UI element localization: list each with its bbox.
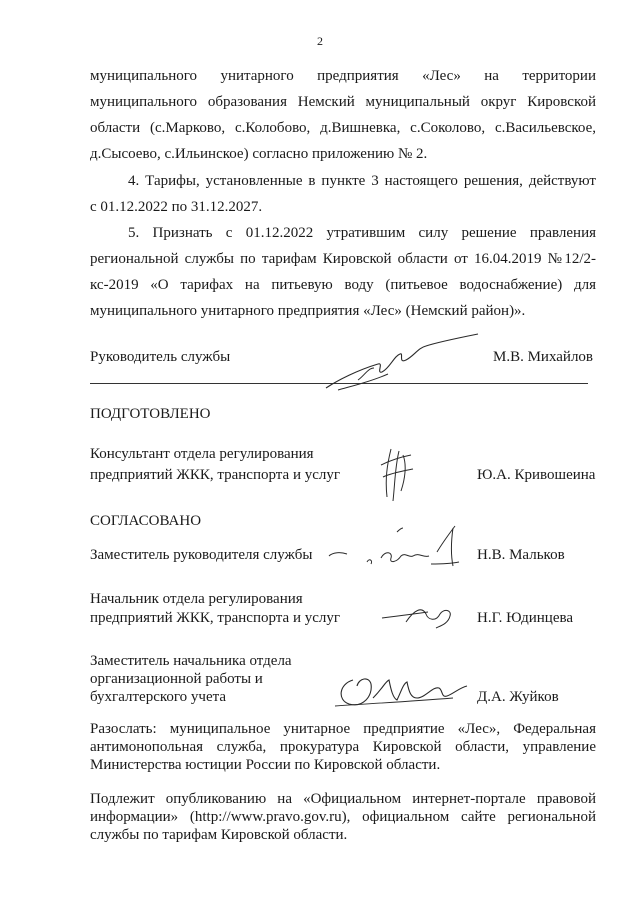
signer-2-name: Н.Г. Юдинцева — [477, 610, 574, 626]
text-line: муниципального образования Немский муниципальный округ Кировской — [90, 94, 596, 110]
text-line: Разослать: муниципальное унитарное предприятие «Лес», Федеральная — [90, 721, 596, 737]
prepared-position-line-1: Консультант отдела регулирования — [90, 446, 314, 462]
text-line: Министерства юстиции России по Кировской области. — [90, 757, 441, 773]
signer-3-position-line-2: организационной работы и — [90, 671, 263, 687]
signer-2-position-line-2: предприятий ЖКК, транспорта и услуг — [90, 610, 341, 626]
head-name: М.В. Михайлов — [493, 349, 594, 365]
agreed-heading: СОГЛАСОВАНО — [90, 513, 202, 529]
text-line: антимонопольная служба, прокуратура Кировской области, управление — [90, 739, 596, 755]
head-position: Руководитель службы — [90, 349, 231, 365]
text-line: Подлежит опубликованию на «Официальном интернет-портале правовой — [90, 791, 596, 807]
continued-paragraph — [90, 63, 596, 167]
text-line: муниципального унитарного предприятия «Лес» на территории — [90, 68, 596, 84]
publication-notice — [90, 790, 596, 844]
page-number: 2 — [317, 34, 323, 48]
head-signature-image — [318, 330, 488, 400]
text-line: 4. Тарифы, установленные в пункте 3 настоящего решения, действуют — [128, 173, 596, 189]
text-line: информации» (http://www.pravo.gov.ru), официальном сайте региональной — [90, 809, 596, 825]
text-line: кс-2019 «О тарифах на питьевую воду (питьевое водоснабжение) для — [90, 277, 596, 293]
signer-3-position-line-3: бухгалтерского учета — [90, 689, 227, 705]
signer-1-name: Н.В. Мальков — [477, 547, 565, 563]
text-line: с 01.12.2022 по 31.12.2027. — [90, 199, 263, 215]
text-line: д.Сысоево, с.Ильинское) согласно приложению № 2. — [90, 146, 428, 162]
signer-2-signature-image — [378, 600, 468, 630]
text-line: области (с.Марково, с.Колобово, д.Вишневка, с.Соколово, с.Васильевское, — [90, 120, 596, 136]
signer-1-position: Заместитель руководителя службы — [90, 547, 313, 563]
paragraph-5 — [90, 220, 596, 324]
signer-2-position-line-1: Начальник отдела регулирования — [90, 591, 303, 607]
signer-3-name: Д.А. Жуйков — [477, 689, 559, 705]
prepared-heading: ПОДГОТОВЛЕНО — [90, 406, 211, 422]
text-line: 5. Признать с 01.12.2022 утратившим силу решение правления — [128, 225, 596, 241]
prepared-name: Ю.А. Кривошеина — [477, 467, 596, 483]
text-line: региональной службы по тарифам Кировской области от 16.04.2019 №12/2- — [90, 251, 596, 267]
signer-1-signature-image — [323, 522, 493, 572]
signer-3-signature-image — [333, 672, 473, 712]
signer-3-position-line-1: Заместитель начальника отдела — [90, 653, 292, 669]
prepared-signature-image — [377, 445, 417, 505]
paragraph-4 — [90, 168, 596, 220]
text-line: службы по тарифам Кировской области. — [90, 827, 348, 843]
text-line: муниципального унитарного предприятия «Лес» (Немский район)». — [90, 303, 526, 319]
distribution-list — [90, 720, 596, 774]
prepared-position-line-2: предприятий ЖКК, транспорта и услуг — [90, 467, 341, 483]
